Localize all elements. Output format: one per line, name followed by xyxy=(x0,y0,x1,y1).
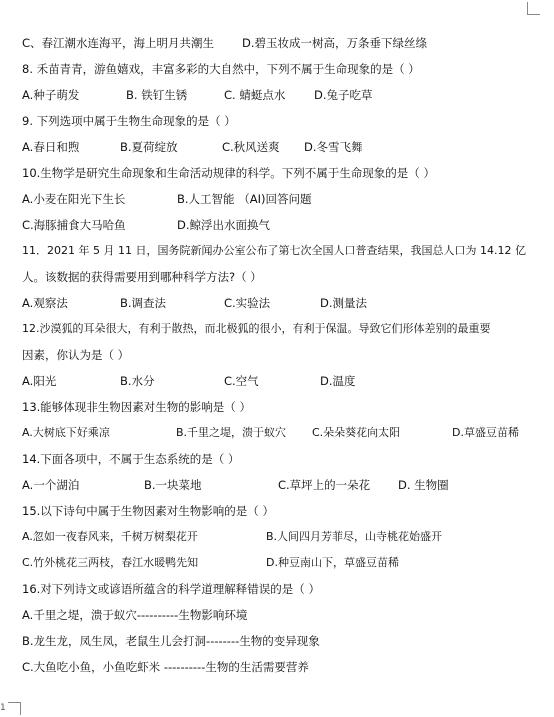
option-d: D.碧玉妆成一树高，万条垂下绿丝绦 xyxy=(242,36,428,50)
question-list xyxy=(22,30,537,680)
option-c: C、春江潮水连海平，海上明月共潮生 xyxy=(22,36,215,50)
option-row xyxy=(22,212,537,238)
option-a: A.阳光 xyxy=(22,374,57,388)
option-b: B.人间四月芳菲尽，山寺桃花始盛开 xyxy=(266,530,443,543)
option-a: A.大树底下好乘凉 xyxy=(22,426,110,439)
option-row xyxy=(22,290,537,316)
option-c: C.实验法 xyxy=(224,296,271,310)
question-16: 16.对下列诗文或谚语所蕴含的科学道理解释错误的是（ ） xyxy=(22,582,320,596)
question-12-line-1: 12.沙漠狐的耳朵很大，有利于散热，而北极狐的很小，有利于保温。导致它们形体差别的最重要 xyxy=(22,322,491,335)
question-14: 14.下面各项中，不属于生态系统的是（ ） xyxy=(22,452,240,466)
question-15: 15.以下诗句中属于生物因素对生物影响的是（ ） xyxy=(22,504,274,518)
option-row xyxy=(22,30,537,56)
option-d: D.冬雪飞舞 xyxy=(304,140,363,154)
option-a: A.小麦在阳光下生长 xyxy=(22,192,126,206)
option-b: B. 铁钉生锈 xyxy=(126,88,188,102)
option-d: D.鲸浮出水面换气 xyxy=(177,218,271,232)
option-d: D.温度 xyxy=(320,374,356,388)
question-10: 10.生物学是研究生命现象和生命活动规律的科学。下列不属于生命现象的是（ ） xyxy=(22,166,435,180)
option-c: C.朵朵葵花向太阳 xyxy=(312,426,401,439)
crop-mark-top-right xyxy=(527,2,540,15)
option-row xyxy=(22,550,537,576)
question-9: 9. 下列选项中属于生物生命现象的是（ ） xyxy=(22,114,236,128)
option-row xyxy=(22,472,537,498)
crop-mark-bottom-left xyxy=(8,702,21,715)
question-11-line-1: 11．2021 年 5 月 11 日，国务院新闻办公室公布了第七次全国人口普查结果，我国总人口为 14.12 亿 xyxy=(22,244,526,257)
option-c: C.大鱼吃小鱼，小鱼吃虾米 ----------生物的生活需要营养 xyxy=(22,660,309,674)
option-a: A.一个湖泊 xyxy=(22,478,80,492)
option-b: B.人工智能 （AI)回答问题 xyxy=(177,192,312,206)
option-a: A.观察法 xyxy=(22,296,68,310)
option-b: B.一块菜地 xyxy=(144,478,202,492)
question-11-line-2: 人。该数据的获得需要用到哪种科学方法?（ ） xyxy=(22,270,262,284)
option-b: B.水分 xyxy=(120,374,155,388)
option-a: A.春日和煦 xyxy=(22,140,80,154)
option-d: D. 生物圈 xyxy=(398,478,449,492)
option-a: A.千里之堤，溃于蚁穴----------生物影响环境 xyxy=(22,608,248,622)
option-b: B.千里之堤，溃于蚁穴 xyxy=(176,426,287,439)
option-row xyxy=(22,420,537,446)
question-12-line-2: 因素，你认为是（ ） xyxy=(22,348,130,362)
option-b: B.夏荷绽放 xyxy=(120,140,178,154)
option-a: A.忽如一夜春风来，千树万树梨花开 xyxy=(22,530,198,543)
option-d: D.种豆南山下，草盛豆苗稀 xyxy=(266,556,399,569)
question-13: 13.能够体现非生物因素对生物的影响是（ ） xyxy=(22,400,251,414)
option-a: A.种子萌发 xyxy=(22,88,80,102)
option-c: C.空气 xyxy=(224,374,259,388)
option-b: B.调查法 xyxy=(120,296,167,310)
option-c: C.秋风送爽 xyxy=(222,140,280,154)
option-row xyxy=(22,134,537,160)
option-d: D.测量法 xyxy=(320,296,368,310)
option-row xyxy=(22,82,537,108)
option-d: D.草盛豆苗稀 xyxy=(452,426,519,439)
option-c: C.竹外桃花三两枝，春江水暖鸭先知 xyxy=(22,556,199,569)
page-number: 1 xyxy=(0,703,6,713)
option-row xyxy=(22,524,537,550)
option-row xyxy=(22,186,537,212)
option-row xyxy=(22,368,537,394)
option-c: C.草坪上的一朵花 xyxy=(278,478,371,492)
option-c: C. 蜻蜓点水 xyxy=(224,88,286,102)
option-b: B.龙生龙，凤生凤，老鼠生儿会打洞--------生物的变异现象 xyxy=(22,634,320,648)
option-d: D.兔子吃草 xyxy=(314,88,373,102)
question-8: 8. 禾苗青青，游鱼嬉戏，丰富多彩的大自然中，下列不属于生命现象的是（ ） xyxy=(22,62,420,76)
option-c: C.海豚捕食大马哈鱼 xyxy=(22,218,126,232)
